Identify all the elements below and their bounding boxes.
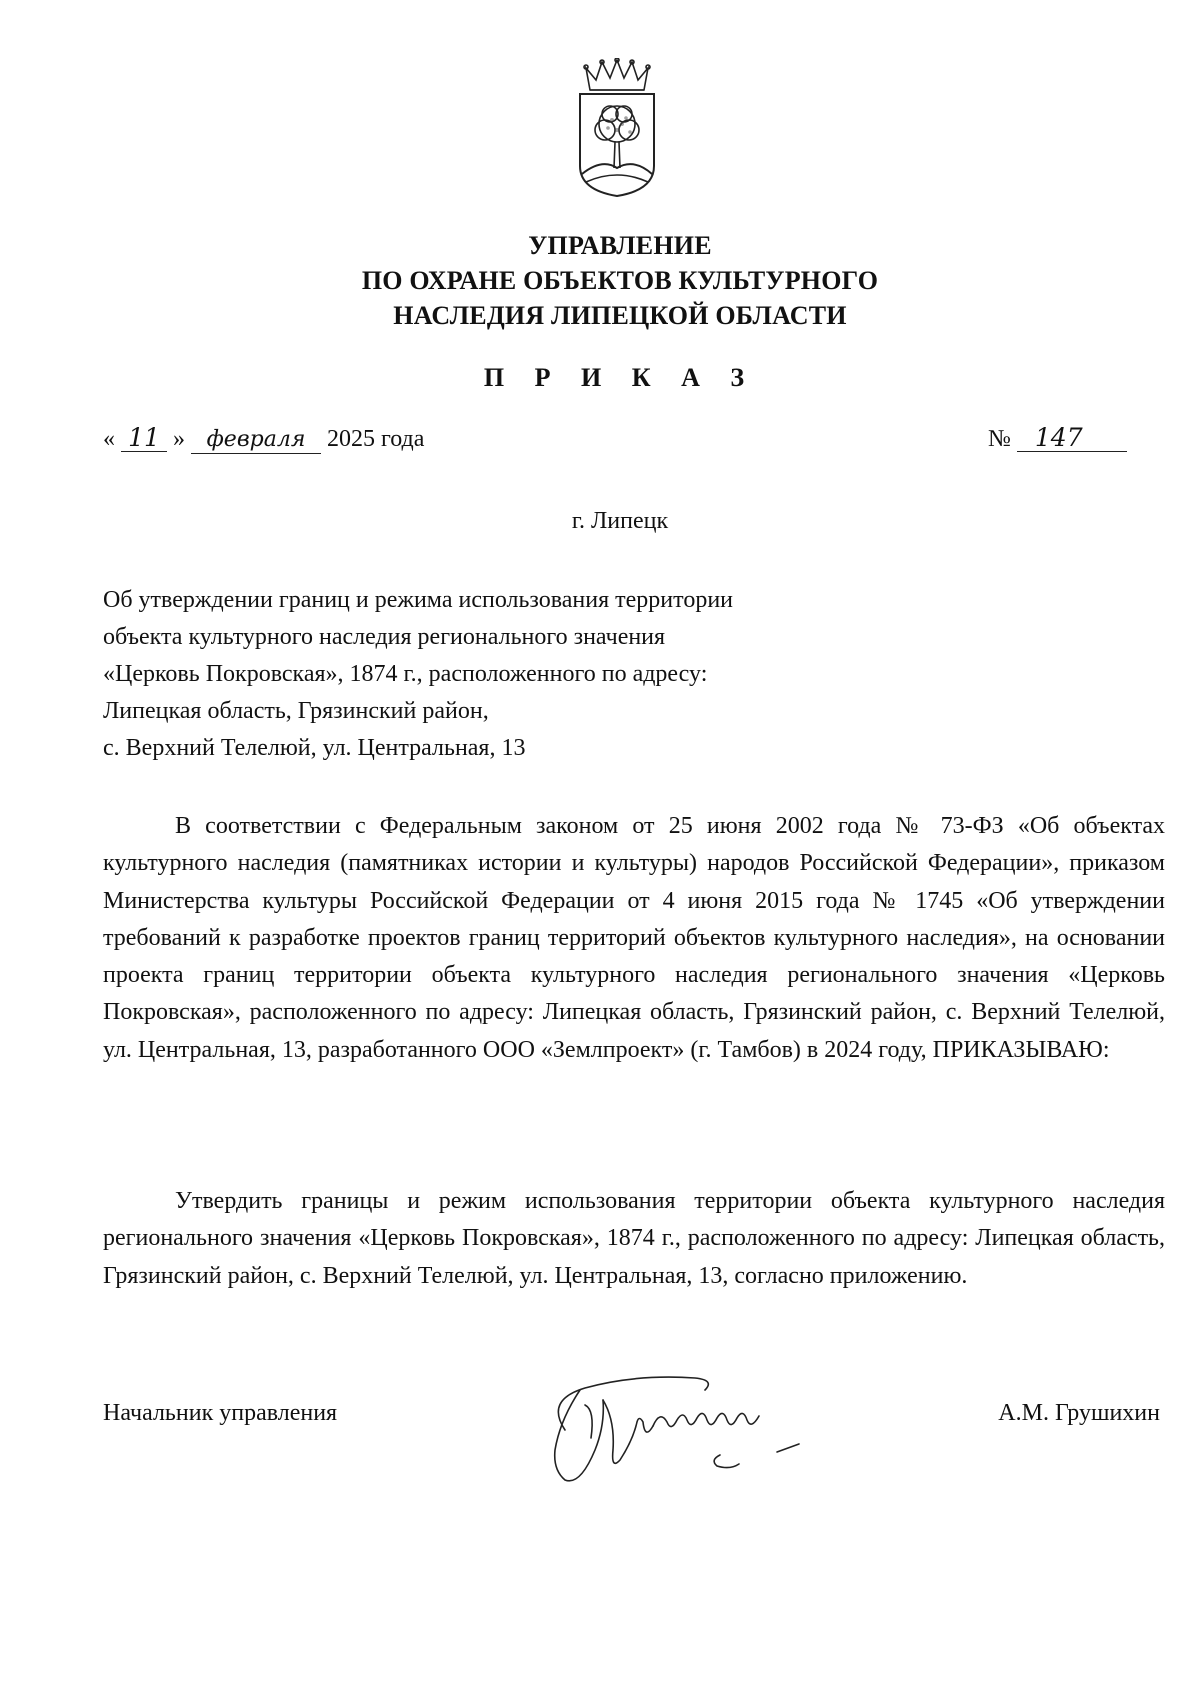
date-close-quote: » [173, 426, 185, 452]
order-subject [103, 582, 863, 767]
body-paragraph-basis: В соответствии с Федеральным законом от 25 июня 2002 года № 73-ФЗ «Об объектах культурного наследия (памятниках истории и культуры) народов Российской Федерации», приказом Министерства культуры Российской Федерации от 4 июня 2015 года № 1745 «Об утверждении требований к разработке проектов границ территорий объектов культурного наследия», на основании проекта границ территории объекта культурного наследия регионального значения «Церковь Покровская», расположенного по адресу: Липецкая область, Грязинский район, с. Верхний Телелюй, ул. Центральная, 13, разработанного ООО «Землпроект» (г. Тамбов) в 2024 году, ПРИКАЗЫВАЮ: [103, 813, 1165, 1063]
date-year: 2025 года [327, 426, 425, 452]
subject-line: Об утверждении границ и режима использования территории [103, 587, 733, 613]
number-value: 147 [1017, 425, 1127, 452]
subject-line: с. Верхний Телелюй, ул. Центральная, 13 [103, 735, 526, 761]
body-paragraph-order: Утвердить границы и режим использования территории объекта культурного наследия регионального значения «Церковь Покровская», 1874 г., расположенного по адресу: Липецкая область, Грязинский район, с. Верхний Телелюй, ул. Центральная, 13, согласно приложению. [103, 1188, 1165, 1289]
order-date [103, 425, 424, 454]
header-line-2: ПО ОХРАНЕ ОБЪЕКТОВ КУЛЬТУРНОГО [361, 266, 879, 295]
city: г. Липецк [571, 508, 669, 534]
subject-line: объекта культурного наследия регионального значения [103, 624, 666, 650]
signatory-name: А.М. Грушихин [998, 1400, 1160, 1426]
date-day: 11 [121, 425, 167, 452]
date-month: февраля [191, 427, 321, 454]
signatory-position: Начальник управления [103, 1400, 338, 1426]
order-title: П Р И К А З [483, 363, 757, 392]
subject-line: Липецкая область, Грязинский район, [103, 698, 489, 724]
header-line-1: УПРАВЛЕНИЕ [528, 231, 712, 260]
handwritten-signature [525, 1360, 875, 1500]
header-line-3: НАСЛЕДИЯ ЛИПЕЦКОЙ ОБЛАСТИ [393, 301, 847, 330]
subject-line: «Церковь Покровская», 1874 г., расположенного по адресу: [103, 661, 708, 687]
coat-of-arms-icon [572, 58, 662, 198]
order-number [988, 425, 1127, 453]
number-label: № [988, 426, 1011, 452]
date-open-quote: « [103, 426, 115, 452]
agency-header [0, 228, 1200, 333]
